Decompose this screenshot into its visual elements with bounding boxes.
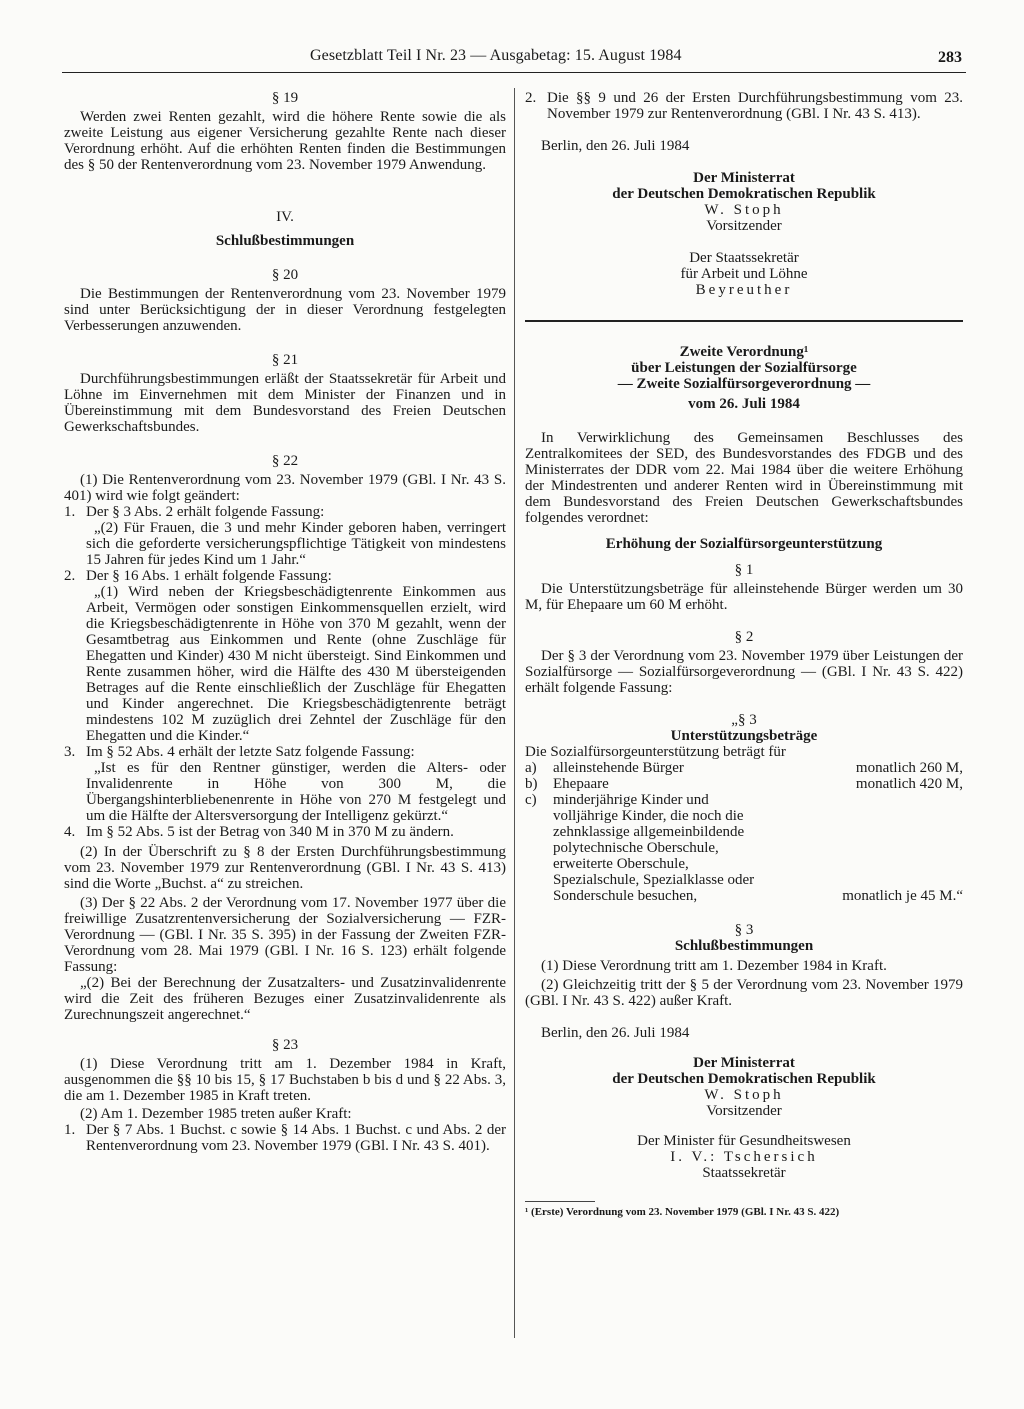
paragraph-22-intro: (1) Die Rentenverordnung vom 23. November 1979 (GBl. I Nr. 43 S. 401) wird wie folgt geändert: — [64, 472, 506, 504]
signature-name: Beyreuther — [695, 282, 793, 298]
signature-name: I. V.: Tschersich — [670, 1149, 818, 1165]
list-number: 2. — [64, 568, 76, 584]
section-number: IV. — [276, 209, 294, 225]
signature-role: für Arbeit und Löhne — [680, 266, 808, 282]
list-text: Der § 7 Abs. 1 Buchst. c sowie § 14 Abs. 1 Buchst. c und Abs. 2 der Rentenverordnung vom 23. November 1979 (GBl. I Nr. 43 S. 401). — [86, 1122, 506, 1154]
paragraph-3-heading: § 3 — [734, 922, 754, 938]
amount-value: monatlich 260 M, — [855, 760, 963, 776]
preamble: In Verwirklichung des Gemeinsamen Beschlusses des Zentralkomitees der SED, des Bundesvorstandes des FDGB und des Ministerrates der DDR vom 22. Mai 1984 über die weitere Erhöhung der Mindestrenten und anderer Renten wird in Übereinstimmung mit dem Bundesvorstand des Freien Deutschen Gewerkschaftsbundes folgendes verordnet: — [525, 430, 963, 526]
left-column — [64, 90, 506, 1154]
list-item — [64, 504, 506, 520]
paragraph-1-text: Die Unterstützungsbeträge für alleinstehende Bürger werden um 30 M, für Ehepaare um 60 M erhöht. — [525, 581, 963, 613]
amount-label: c) — [525, 792, 537, 808]
paragraph-3-title: Schlußbestimmungen — [674, 938, 814, 954]
signature-org: der Deutschen Demokratischen Republik — [612, 186, 876, 202]
list-text: Der § 3 Abs. 2 erhält folgende Fassung: — [86, 504, 325, 520]
ordinance-title-line: über Leistungen der Sozialfürsorge — [631, 360, 857, 376]
list-text: Die §§ 9 und 26 der Ersten Durchführungsbestimmung vom 23. November 1979 zur Rentenverordnung (GBl. I Nr. 43 S. 413). — [547, 90, 963, 122]
place-date: Berlin, den 26. Juli 1984 — [541, 1025, 690, 1041]
list-item — [64, 1122, 506, 1154]
amount-value: monatlich 420 M, — [855, 776, 963, 792]
quoted-text: „(2) Bei der Berechnung der Zusatzalters- und Zusatzinvalidenrente wird die Zeit des früheren Bezuges einer Zusatzinvalidenrente als Zurechnungszeit angerechnet.“ — [64, 975, 506, 1023]
subheading: Erhöhung der Sozialfürsorgeunterstützung — [605, 536, 883, 552]
signature-block — [525, 170, 963, 298]
amount-recipient: Ehepaare — [553, 776, 609, 792]
list-number: 3. — [64, 744, 76, 760]
quoted-text: „(2) Für Frauen, die 3 und mehr Kinder geboren haben, verringert sich die geforderte versicherungspflichtige Tätigkeit von mindestens 15 Jahren für jedes Kind um 1 Jahr.“ — [86, 520, 506, 568]
paragraph-20-heading: § 20 — [271, 267, 299, 283]
signature-role: Der Staatssekretär — [689, 250, 799, 266]
paragraph-3-subsection-1: (1) Diese Verordnung tritt am 1. Dezember 1984 in Kraft. — [541, 958, 887, 974]
list-item — [64, 568, 506, 584]
quoted-paragraph-intro: Die Sozialfürsorgeunterstützung beträgt für — [525, 744, 786, 760]
footnote-rule — [525, 1201, 595, 1202]
page-number: 283 — [938, 49, 962, 66]
quoted-text: „(1) Wird neben der Kriegsbeschädigtenrente Einkommen aus Arbeit, Vermögen oder sonstigen Einkommensquellen erzielt, wird die Kriegsbeschädigtenrente in Höhe von 370 M gezahlt, wenn der Gesamtbetrag aus Einkommen und Rente (ohne Zuschläge für Ehegatten und Kinder) 430 M nicht übersteigt. Sind Einkommen und Rente zusammen höher, wird die Hälfte des 430 M übersteigenden Betrages auf die Rente einschließlich der Zuschläge für Ehegatten und Kinder angerechnet. Die Kriegsbeschädigtenrente beträgt mindestens 102 M zuzüglich drei Zehntel der Zuschläge für den Ehegatten und die Kinder.“ — [86, 584, 506, 744]
paragraph-19-text: Werden zwei Renten gezahlt, wird die höhere Rente sowie die als zweite Leistung aus eigener Versicherung gezahlte Rente nach dieser Verordnung erhöht. Auf die erhöhten Renten finden die Bestimmungen des § 50 der Rentenverordnung vom 23. November 1979 Anwendung. — [64, 109, 506, 173]
list-number: 1. — [64, 1122, 76, 1138]
list-number: 1. — [64, 504, 76, 520]
ordinance-title-line: — Zweite Sozialfürsorgeverordnung — — [617, 376, 871, 392]
list-text: Der § 16 Abs. 1 erhält folgende Fassung: — [86, 568, 332, 584]
signature-org: Der Ministerrat — [693, 1055, 795, 1071]
list-text: Im § 52 Abs. 4 erhält der letzte Satz folgende Fassung: — [86, 744, 415, 760]
paragraph-21-heading: § 21 — [271, 352, 299, 368]
paragraph-22-subsection-3: (3) Der § 22 Abs. 2 der Verordnung vom 17. November 1977 über die freiwillige Zusatzrentenversicherung der Sozialversicherung — FZR-Verordnung — (GBl. I Nr. 35 S. 395) in der Fassung der Zweiten FZR-Verordnung vom 28. Mai 1979 (GBl. I Nr. 16 S. 123) erhält folgende Fassung: — [64, 895, 506, 975]
paragraph-1-heading: § 1 — [734, 562, 754, 578]
section-divider — [525, 320, 963, 322]
paragraph-3-subsection-2: (2) Gleichzeitig tritt der § 5 der Verordnung vom 23. November 1979 (GBl. I Nr. 43 S. 422) außer Kraft. — [525, 977, 963, 1009]
section-title: Schlußbestimmungen — [215, 233, 355, 249]
signature-role: Der Minister für Gesundheitswesen — [637, 1133, 851, 1149]
signature-org: der Deutschen Demokratischen Republik — [612, 1071, 876, 1087]
list-number: 4. — [64, 824, 76, 840]
quoted-paragraph-heading: „§ 3 — [731, 712, 757, 728]
paragraph-21-text: Durchführungsbestimmungen erläßt der Staatssekretär für Arbeit und Löhne im Einvernehmen mit dem Minister der Finanzen und in Übereinstimmung mit dem Bundesvorstand des Freien Deutschen Gewerkschaftsbundes. — [64, 371, 506, 435]
paragraph-19-heading: § 19 — [271, 90, 299, 106]
paragraph-2-heading: § 2 — [734, 629, 754, 645]
signature-org: Der Ministerrat — [693, 170, 795, 186]
signature-name: W. Stoph — [704, 1087, 784, 1103]
signature-role: Staatssekretär — [702, 1165, 786, 1181]
amount-recipient: minderjährige Kinder und volljährige Kinder, die noch die zehnklassige allgemeinbildende polytechnische Oberschule, erweiterte Oberschule, Spezialschule, Spezialklasse oder Sonderschule besuchen, — [553, 792, 755, 904]
quoted-paragraph-title: Unterstützungsbeträge — [670, 728, 818, 744]
ordinance-title-line: Zweite Verordnung¹ — [679, 344, 809, 360]
paragraph-23-subsection-1: (1) Diese Verordnung tritt am 1. Dezember 1984 in Kraft, ausgenommen die §§ 10 bis 15, § 17 Buchstaben b bis d und § 22 Abs. 3, die am 1. Dezember 1985 in Kraft treten. — [64, 1056, 506, 1104]
paragraph-22-heading: § 22 — [271, 453, 299, 469]
list-item — [525, 90, 963, 122]
paragraph-22-subsection-2: (2) In der Überschrift zu § 8 der Ersten Durchführungsbestimmung vom 23. November 1979 zur Rentenverordnung (GBl. I Nr. 43 S. 413) sind die Worte „Buchst. a“ zu streichen. — [64, 844, 506, 892]
list-number: 2. — [525, 90, 537, 106]
right-column — [525, 90, 963, 1219]
amount-row — [525, 776, 963, 792]
header-title: Gesetzblatt Teil I Nr. 23 — Ausgabetag: 15. August 1984 — [310, 47, 682, 64]
quoted-text: „Ist es für den Rentner günstiger, werden die Alters- oder Invalidenrente in Höhe von 300 M, die Übergangshinterbliebenenrente in Höhe von 270 M festgelegt und um die Hälfte der Altersversorgung der Intelligenz gekürzt.“ — [86, 760, 506, 824]
list-item — [64, 824, 506, 840]
ordinance-date: vom 26. Juli 1984 — [688, 396, 800, 412]
ordinance-title — [525, 344, 963, 412]
signature-block — [525, 1055, 963, 1181]
amount-value: monatlich je 45 M.“ — [842, 888, 963, 904]
footnote: ¹ (Erste) Verordnung vom 23. November 1979 (GBl. I Nr. 43 S. 422) — [525, 1206, 840, 1218]
amount-recipient: alleinstehende Bürger — [553, 760, 684, 776]
signature-role: Vorsitzender — [706, 218, 782, 234]
page-header — [62, 48, 966, 73]
place-date: Berlin, den 26. Juli 1984 — [541, 138, 690, 154]
signature-name: W. Stoph — [704, 202, 784, 218]
amount-label: b) — [525, 776, 538, 792]
amount-row — [525, 792, 963, 904]
list-item — [64, 744, 506, 760]
paragraph-23-heading: § 23 — [271, 1037, 299, 1053]
amount-label: a) — [525, 760, 537, 776]
paragraph-20-text: Die Bestimmungen der Rentenverordnung vom 23. November 1979 sind unter Berücksichtigung der in dieser Verordnung festgelegten Verbesserungen anzuwenden. — [64, 286, 506, 334]
paragraph-2-text: Der § 3 der Verordnung vom 23. November 1979 über Leistungen der Sozialfürsorge — Sozialfürsorgeverordnung — (GBl. I Nr. 43 S. 422) erhält folgende Fassung: — [525, 648, 963, 696]
paragraph-23-subsection-2: (2) Am 1. Dezember 1985 treten außer Kraft: — [80, 1106, 352, 1122]
column-divider — [514, 88, 515, 1338]
amount-row — [525, 760, 963, 776]
signature-role: Vorsitzender — [706, 1103, 782, 1119]
list-text: Im § 52 Abs. 5 ist der Betrag von 340 M in 370 M zu ändern. — [86, 824, 454, 840]
